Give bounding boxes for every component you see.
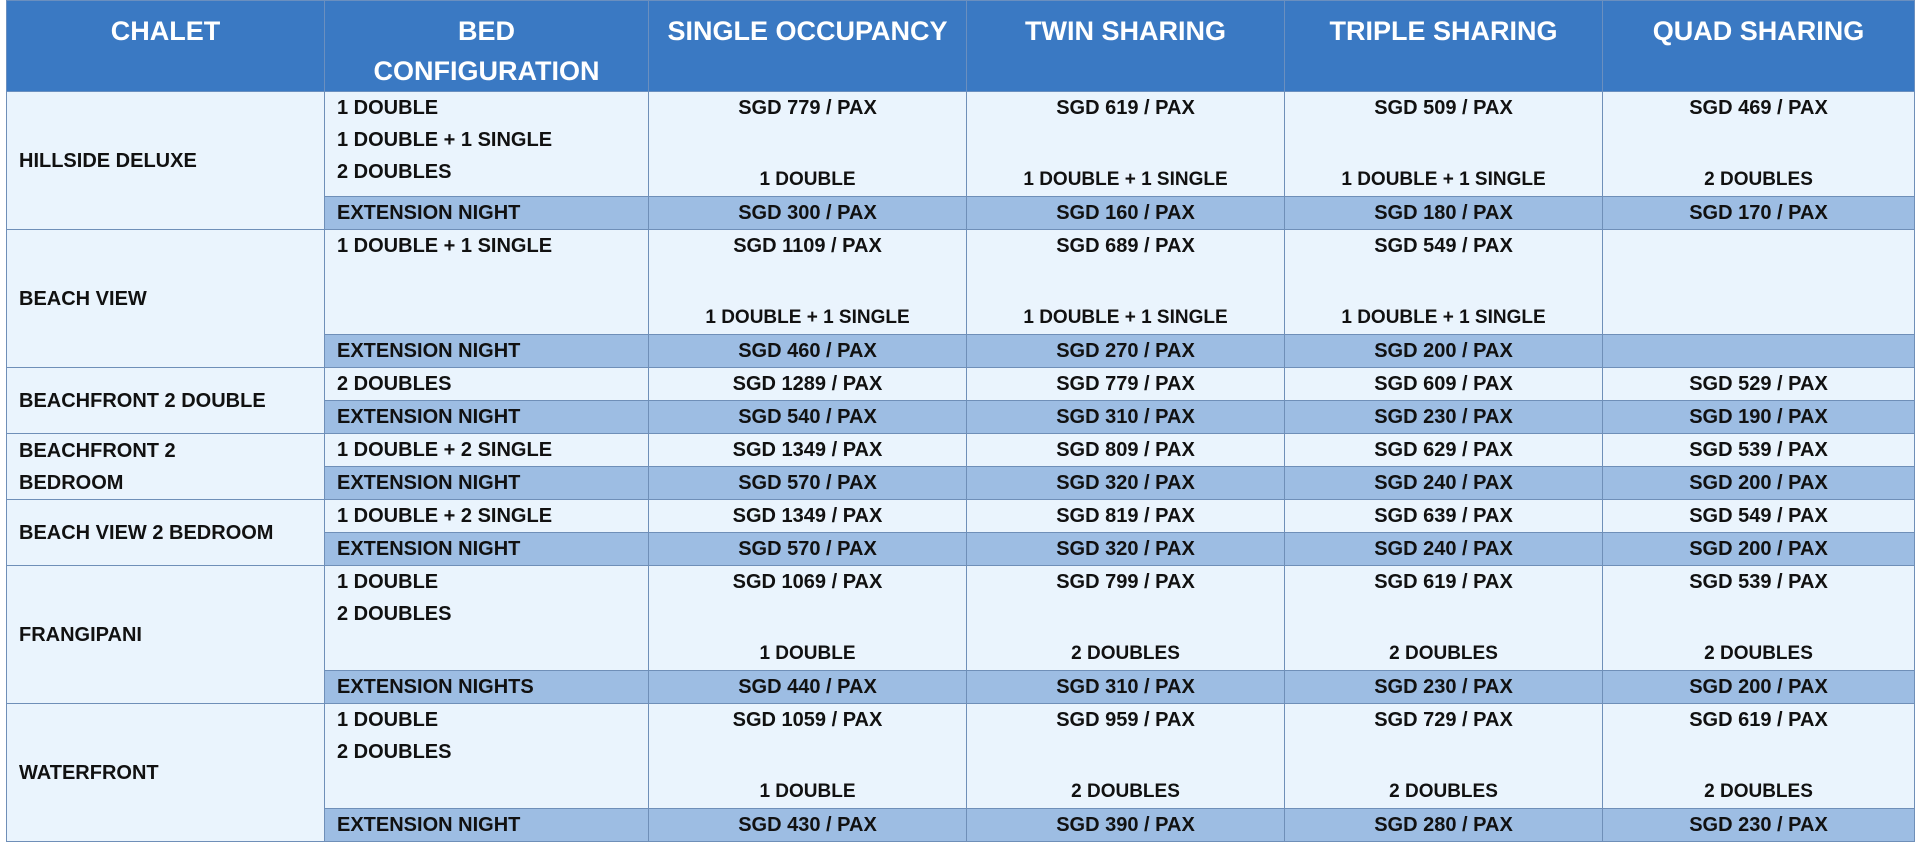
rate-value: SGD 549 / PAX <box>1689 505 1828 527</box>
rate-value: SGD 609 / PAX <box>1374 373 1513 395</box>
header-twin-sharing: TWIN SHARING <box>967 1 1285 92</box>
header-quad-sharing: QUAD SHARING <box>1603 1 1915 92</box>
chalet-name-cell <box>7 368 325 434</box>
price-cell-twin <box>967 230 1285 335</box>
extension-price-twin: SGD 390 / PAX <box>967 809 1285 842</box>
bed-option: 1 DOUBLE + 1 SINGLE <box>337 235 553 257</box>
bed-option: 1 DOUBLE + 2 SINGLE <box>337 439 553 461</box>
header-single-occupancy: SINGLE OCCUPANCY <box>649 1 967 92</box>
rate-bed-config: 1 DOUBLE <box>759 643 856 664</box>
extension-price-twin: SGD 320 / PAX <box>967 533 1285 566</box>
price-cell-quad <box>1603 92 1915 197</box>
bed-option: 1 DOUBLE <box>337 571 439 593</box>
chalet-name-cell <box>7 92 325 230</box>
chalet-name: FRANGIPANI <box>19 623 142 646</box>
extension-label: EXTENSION NIGHT <box>325 335 649 368</box>
extension-price-quad: SGD 200 / PAX <box>1603 467 1915 500</box>
rate-value: SGD 1109 / PAX <box>733 235 882 257</box>
price-cell-quad <box>1603 368 1915 401</box>
rate-value: SGD 629 / PAX <box>1374 439 1513 461</box>
rate-value: SGD 729 / PAX <box>1374 709 1513 731</box>
header-row <box>7 1 1915 92</box>
rate-value: SGD 469 / PAX <box>1689 97 1828 119</box>
header-bed-line-2: CONFIGURATION <box>373 56 600 86</box>
bed-configuration-cell <box>325 368 649 401</box>
header-chalet: CHALET <box>7 1 325 92</box>
bed-option: 2 DOUBLES <box>337 373 452 395</box>
extension-price-single: SGD 570 / PAX <box>649 467 967 500</box>
extension-price-single: SGD 540 / PAX <box>649 401 967 434</box>
extension-price-twin: SGD 320 / PAX <box>967 467 1285 500</box>
extension-price-triple: SGD 200 / PAX <box>1285 335 1603 368</box>
table-row <box>7 92 1915 197</box>
rate-value: SGD 819 / PAX <box>1056 505 1195 527</box>
rate-bed-config: 1 DOUBLE + 1 SINGLE <box>1341 169 1546 190</box>
rate-bed-config: 2 DOUBLES <box>1071 781 1180 802</box>
price-cell-single <box>649 500 967 533</box>
extension-price-twin: SGD 310 / PAX <box>967 671 1285 704</box>
rate-bed-config: 2 DOUBLES <box>1704 643 1813 664</box>
rate-bed-config: 1 DOUBLE <box>759 169 856 190</box>
price-cell-twin <box>967 704 1285 809</box>
bed-option: 2 DOUBLES <box>337 603 452 625</box>
extension-price-quad: SGD 190 / PAX <box>1603 401 1915 434</box>
chalet-name-cell <box>7 500 325 566</box>
table-body <box>7 92 1915 842</box>
table-row <box>7 704 1915 809</box>
header-bed-line-1: BED <box>457 16 515 46</box>
rate-value: SGD 689 / PAX <box>1056 235 1195 257</box>
extension-price-single: SGD 300 / PAX <box>649 197 967 230</box>
chalet-name: WATERFRONT <box>19 761 159 784</box>
price-cell-quad <box>1603 230 1915 335</box>
bed-option: 2 DOUBLES <box>337 741 452 763</box>
price-cell-quad <box>1603 434 1915 467</box>
price-cell-twin <box>967 434 1285 467</box>
extension-label: EXTENSION NIGHTS <box>325 671 649 704</box>
extension-price-quad: SGD 230 / PAX <box>1603 809 1915 842</box>
extension-label: EXTENSION NIGHT <box>325 197 649 230</box>
rate-bed-config: 2 DOUBLES <box>1704 169 1813 190</box>
rate-value: SGD 529 / PAX <box>1689 373 1828 395</box>
header-bed-configuration <box>325 1 649 92</box>
extension-price-quad <box>1603 335 1915 368</box>
extension-price-twin: SGD 270 / PAX <box>967 335 1285 368</box>
rate-value: SGD 539 / PAX <box>1689 571 1828 593</box>
price-cell-twin <box>967 500 1285 533</box>
rate-value: SGD 1289 / PAX <box>732 373 883 395</box>
chalet-name: BEACH VIEW 2 BEDROOM <box>19 521 274 544</box>
price-cell-twin <box>967 92 1285 197</box>
bed-option: 1 DOUBLE + 1 SINGLE <box>337 129 553 151</box>
extension-price-quad: SGD 170 / PAX <box>1603 197 1915 230</box>
bed-option: 1 DOUBLE <box>337 709 439 731</box>
price-cell-triple <box>1285 566 1603 671</box>
extension-price-triple: SGD 240 / PAX <box>1285 467 1603 500</box>
chalet-name: BEACH VIEW <box>19 287 147 310</box>
extension-label: EXTENSION NIGHT <box>325 467 649 500</box>
chalet-name: HILLSIDE DELUXE <box>19 149 197 172</box>
price-cell-single <box>649 368 967 401</box>
price-cell-triple <box>1285 500 1603 533</box>
price-cell-single <box>649 92 967 197</box>
price-cell-quad <box>1603 704 1915 809</box>
extension-price-single: SGD 460 / PAX <box>649 335 967 368</box>
price-cell-quad <box>1603 500 1915 533</box>
rate-value: SGD 1349 / PAX <box>732 505 883 527</box>
extension-price-triple: SGD 280 / PAX <box>1285 809 1603 842</box>
table-row <box>7 566 1915 671</box>
price-cell-single <box>649 434 967 467</box>
rate-value: SGD 799 / PAX <box>1056 571 1195 593</box>
rate-value: SGD 809 / PAX <box>1056 439 1195 461</box>
extension-price-single: SGD 430 / PAX <box>649 809 967 842</box>
price-cell-single <box>649 566 967 671</box>
price-cell-triple <box>1285 368 1603 401</box>
rate-bed-config: 1 DOUBLE + 1 SINGLE <box>1341 307 1546 328</box>
rate-value: SGD 539 / PAX <box>1689 439 1828 461</box>
rate-value: SGD 639 / PAX <box>1374 505 1513 527</box>
table-row <box>7 434 1915 467</box>
price-cell-triple <box>1285 92 1603 197</box>
rate-table-container <box>6 0 1914 842</box>
chalet-name: BEACHFRONT 2 <box>19 439 176 462</box>
chalet-rate-table <box>6 0 1915 842</box>
rate-value: SGD 619 / PAX <box>1056 97 1195 119</box>
extension-label: EXTENSION NIGHT <box>325 401 649 434</box>
price-cell-single <box>649 230 967 335</box>
extension-price-triple: SGD 230 / PAX <box>1285 401 1603 434</box>
rate-value: SGD 1069 / PAX <box>732 571 883 593</box>
extension-price-single: SGD 440 / PAX <box>649 671 967 704</box>
price-cell-triple <box>1285 704 1603 809</box>
price-cell-quad <box>1603 566 1915 671</box>
price-cell-single <box>649 704 967 809</box>
extension-price-twin: SGD 310 / PAX <box>967 401 1285 434</box>
price-cell-triple <box>1285 434 1603 467</box>
chalet-name: BEDROOM <box>19 471 124 494</box>
bed-option: 2 DOUBLES <box>337 161 452 183</box>
rate-bed-config: 2 DOUBLES <box>1071 643 1180 664</box>
rate-bed-config: 1 DOUBLE + 1 SINGLE <box>1023 307 1228 328</box>
bed-configuration-cell <box>325 704 649 809</box>
extension-price-twin: SGD 160 / PAX <box>967 197 1285 230</box>
bed-option: 1 DOUBLE + 2 SINGLE <box>337 505 553 527</box>
header-triple-sharing: TRIPLE SHARING <box>1285 1 1603 92</box>
chalet-name-cell <box>7 230 325 368</box>
rate-bed-config: 1 DOUBLE <box>759 781 856 802</box>
table-row <box>7 368 1915 401</box>
bed-configuration-cell <box>325 500 649 533</box>
bed-configuration-cell <box>325 92 649 197</box>
rate-value: SGD 959 / PAX <box>1056 709 1195 731</box>
extension-label: EXTENSION NIGHT <box>325 809 649 842</box>
extension-price-triple: SGD 180 / PAX <box>1285 197 1603 230</box>
extension-price-single: SGD 570 / PAX <box>649 533 967 566</box>
chalet-name-cell <box>7 434 325 500</box>
rate-value: SGD 1349 / PAX <box>732 439 883 461</box>
extension-price-triple: SGD 230 / PAX <box>1285 671 1603 704</box>
rate-value: SGD 619 / PAX <box>1374 571 1513 593</box>
extension-price-triple: SGD 240 / PAX <box>1285 533 1603 566</box>
rate-bed-config: 2 DOUBLES <box>1704 781 1813 802</box>
chalet-name: BEACHFRONT 2 DOUBLE <box>19 389 266 412</box>
rate-value: SGD 619 / PAX <box>1689 709 1828 731</box>
extension-price-quad: SGD 200 / PAX <box>1603 533 1915 566</box>
price-cell-twin <box>967 368 1285 401</box>
table-row <box>7 500 1915 533</box>
rate-bed-config: 2 DOUBLES <box>1389 781 1498 802</box>
bed-configuration-cell <box>325 230 649 335</box>
price-cell-triple <box>1285 230 1603 335</box>
extension-price-quad: SGD 200 / PAX <box>1603 671 1915 704</box>
bed-option: 1 DOUBLE <box>337 97 439 119</box>
chalet-name-cell <box>7 566 325 704</box>
rate-value: SGD 549 / PAX <box>1374 235 1513 257</box>
rate-bed-config: 1 DOUBLE + 1 SINGLE <box>705 307 910 328</box>
price-cell-twin <box>967 566 1285 671</box>
rate-value: SGD 509 / PAX <box>1374 97 1513 119</box>
extension-label: EXTENSION NIGHT <box>325 533 649 566</box>
bed-configuration-cell <box>325 566 649 671</box>
table-row <box>7 230 1915 335</box>
rate-value: SGD 779 / PAX <box>1056 373 1195 395</box>
rate-bed-config: 1 DOUBLE + 1 SINGLE <box>1023 169 1228 190</box>
rate-value: SGD 1059 / PAX <box>732 709 883 731</box>
rate-value: SGD 779 / PAX <box>738 97 877 119</box>
bed-configuration-cell <box>325 434 649 467</box>
rate-bed-config: 2 DOUBLES <box>1389 643 1498 664</box>
